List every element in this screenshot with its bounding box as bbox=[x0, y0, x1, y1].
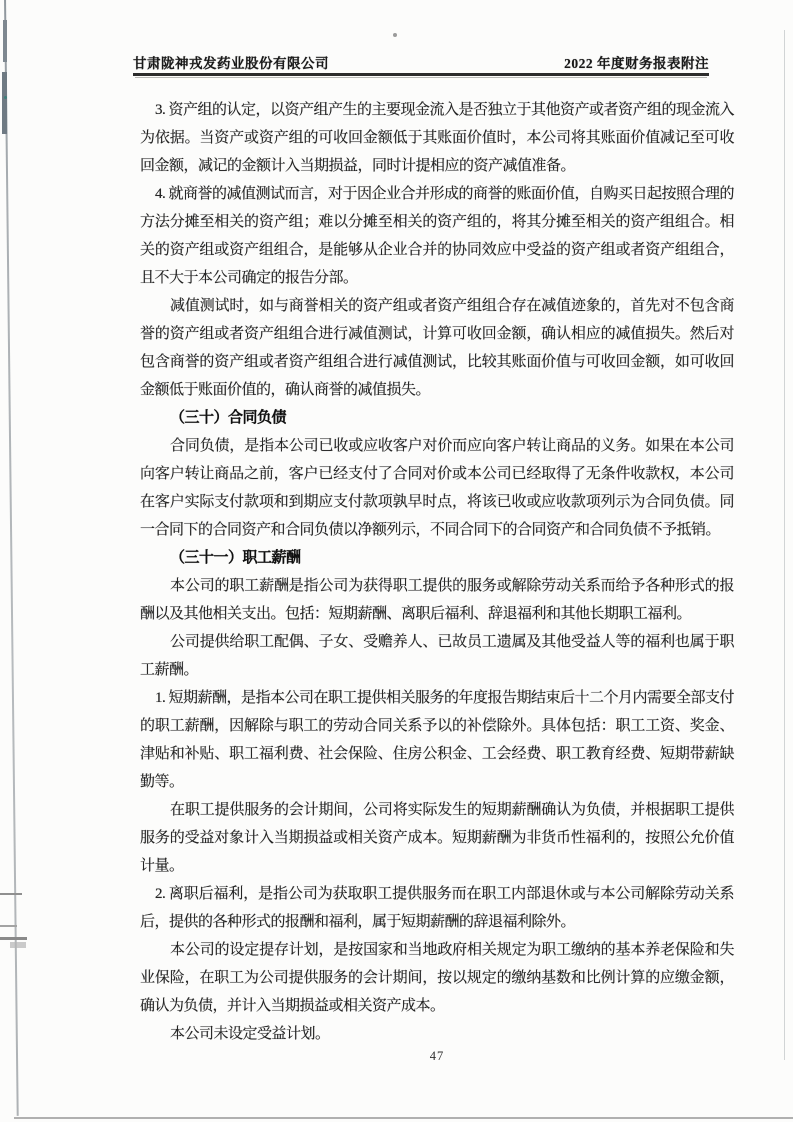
paragraph: 2. 离职后福利，是指公司为获取职工提供服务而在职工内部退休或与本公司解除劳动关系后，提供的各种形式的报酬和福利，属于短期薪酬的辞退福利除外。 bbox=[140, 886, 734, 930]
section-heading: （三十）合同负债 bbox=[170, 410, 287, 426]
page-header bbox=[133, 52, 709, 72]
company-name: 甘肃陇神戎发药业股份有限公司 bbox=[133, 56, 329, 71]
paragraph: 3. 资产组的认定，以资产组产生的主要现金流入是否独立于其他资产或者资产组的现金流入为依据。当资产或资产组的可收回金额低于其账面价值时，本公司将其账面价值减记至可收回金额，减记的金额计入当期损益，同时计提相应的资产减值准备。 bbox=[140, 102, 735, 174]
document-body bbox=[140, 96, 734, 1048]
section-heading: （三十一）职工薪酬 bbox=[170, 550, 301, 566]
scan-artifact-tick bbox=[0, 937, 27, 940]
paragraph: 本公司未设定受益计划。 bbox=[170, 1026, 330, 1042]
scan-artifact-tick bbox=[0, 893, 22, 895]
paragraph: 本公司的职工薪酬是指公司为获得职工提供的服务或解除劳动关系而给予各种形式的报酬以及其他相关支出。包括：短期薪酬、离职后福利、辞退福利和其他长期职工福利。 bbox=[140, 578, 734, 622]
paragraph: 4. 就商誉的减值测试而言，对于因企业合并形成的商誉的账面价值，自购买日起按照合理的方法分摊至相关的资产组；难以分摊至相关的资产组的，将其分摊至相关的资产组组合。相关的资产组或资产组组合，是能够从企业合并的协同效应中受益的资产组或者资产组组合，且不大于本公司确定的报告分部。 bbox=[140, 186, 735, 286]
scan-artifact-edge-dark bbox=[3, 20, 7, 62]
scan-left-edge-line bbox=[4, 0, 18, 1116]
paragraph: 本公司的设定提存计划，是按国家和当地政府相关规定为职工缴纳的基本养老保险和失业保险，在职工为公司提供服务的会计期间，按以规定的缴纳基数和比例计算的应缴金额，确认为负债，并计入当期损益或相关资产成本。 bbox=[140, 942, 734, 1014]
scan-right-edge-line bbox=[784, 30, 785, 1060]
header-rule bbox=[133, 73, 709, 76]
page-number: 47 bbox=[429, 1049, 445, 1063]
scan-artifact-speck bbox=[4, 96, 7, 99]
paragraph: 在职工提供服务的会计期间，公司将实际发生的短期薪酬确认为负债，并根据职工提供服务的受益对象计入当期损益或相关资产成本。短期薪酬为非货币性福利的，按照公允价值计量。 bbox=[140, 802, 734, 874]
scan-artifact-tick bbox=[0, 925, 17, 927]
scan-bottom-edge-line bbox=[14, 1117, 793, 1119]
paragraph: 公司提供给职工配偶、子女、受赡养人、已故员工遗属及其他受益人等的福利也属于职工薪酬。 bbox=[140, 634, 734, 678]
paragraph: 减值测试时，如与商誉相关的资产组或者资产组组合存在减值迹象的，首先对不包含商誉的资产组或者资产组组合进行减值测试，计算可收回金额，确认相应的减值损失。然后对包含商誉的资产组或者资产组组合进行减值测试，比较其账面价值与可收回金额，如可收回金额低于账面价值的，确认商誉的减值损失。 bbox=[140, 298, 734, 398]
header-rule-echo bbox=[135, 77, 707, 78]
scan-artifact-smudge bbox=[10, 942, 26, 948]
scan-artifact-speck bbox=[393, 33, 397, 37]
report-title: 2022 年度财务报表附注 bbox=[564, 56, 709, 71]
paragraph: 合同负债，是指本公司已收或应收客户对价而应向客户转让商品的义务。如果在本公司向客户转让商品之前，客户已经支付了合同对价或本公司已经取得了无条件收款权，本公司在客户实际支付款项和到期应支付款项孰早时点，将该已收或应收款项列示为合同负债。同一合同下的合同资产和合同负债以净额列示，不同合同下的合同资产和合同负债不予抵销。 bbox=[140, 438, 734, 538]
scan-artifact-edge-dark bbox=[2, 72, 7, 134]
paragraph: 1. 短期薪酬，是指本公司在职工提供相关服务的年度报告期结束后十二个月内需要全部支付的职工薪酬，因解除与职工的劳动合同关系予以的补偿除外。具体包括：职工工资、奖金、津贴和补贴、职工福利费、社会保险、住房公积金、工会经费、职工教育经费、短期带薪缺勤等。 bbox=[140, 690, 735, 790]
page-footer bbox=[140, 1049, 734, 1064]
